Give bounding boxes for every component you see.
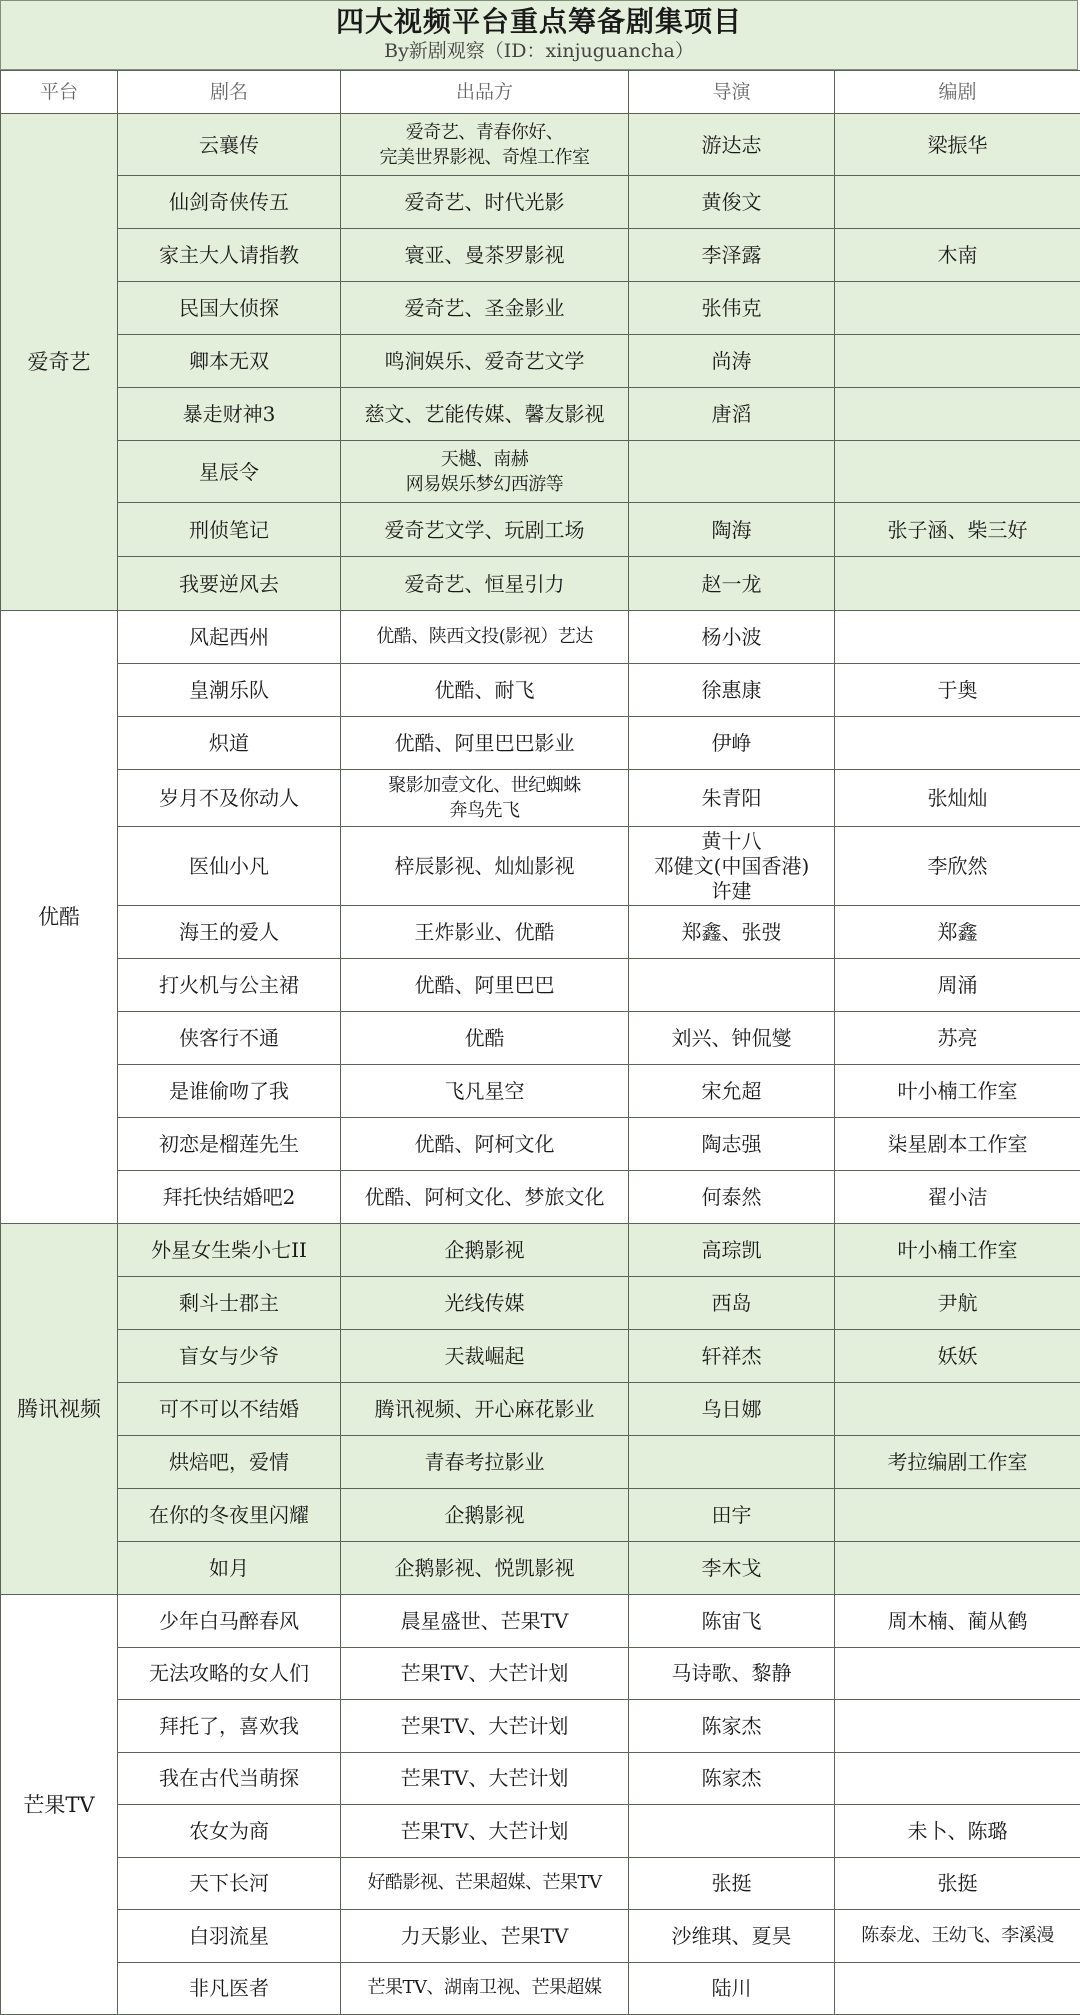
producer-cell: 企鹅影视	[341, 1224, 629, 1277]
title-cell: 烘焙吧，爱情	[118, 1436, 341, 1489]
title-cell: 少年白马醉春风	[118, 1595, 341, 1648]
table-row	[1, 1542, 1080, 1595]
table-row	[1, 1436, 1080, 1489]
producer-cell: 优酷、阿里巴巴影业	[341, 717, 629, 770]
producer-cell: 聚影加壹文化、世纪蜘蛛 奔鸟先飞	[341, 770, 629, 827]
director-cell	[629, 959, 835, 1012]
director-cell: 刘兴、钟侃燮	[629, 1012, 835, 1065]
writer-cell	[835, 1383, 1080, 1436]
producer-cell: 爱奇艺、时代光影	[341, 176, 629, 229]
writer-cell: 张灿灿	[835, 770, 1080, 827]
writer-cell	[835, 1700, 1080, 1753]
column-header-director: 导演	[629, 71, 835, 114]
director-cell: 张伟克	[629, 282, 835, 335]
table-row	[1, 1700, 1080, 1753]
table-row	[1, 1910, 1080, 1963]
producer-cell: 爱奇艺文学、玩剧工场	[341, 503, 629, 557]
table-row	[1, 1752, 1080, 1805]
title-cell: 医仙小凡	[118, 827, 341, 906]
writer-cell: 柒星剧本工作室	[835, 1118, 1080, 1171]
director-cell: 陶海	[629, 503, 835, 557]
producer-cell: 王炸影业、优酷	[341, 906, 629, 959]
table-row	[1, 388, 1080, 441]
writer-cell: 张挺	[835, 1857, 1080, 1910]
title-cell: 天下长河	[118, 1857, 341, 1910]
table-row	[1, 114, 1080, 176]
producer-cell: 力天影业、芒果TV	[341, 1910, 629, 1963]
writer-cell: 木南	[835, 229, 1080, 282]
writer-cell: 翟小洁	[835, 1171, 1080, 1224]
table-row	[1, 1012, 1080, 1065]
producer-cell: 优酷	[341, 1012, 629, 1065]
producer-cell: 优酷、耐飞	[341, 664, 629, 717]
director-cell	[629, 1805, 835, 1858]
table-row	[1, 1383, 1080, 1436]
writer-cell	[835, 557, 1080, 611]
writer-cell: 叶小楠工作室	[835, 1224, 1080, 1277]
platform-cell: 芒果TV	[1, 1595, 118, 2015]
director-cell: 郑鑫、张弢	[629, 906, 835, 959]
director-cell: 黄十八 邓健文(中国香港) 许建	[629, 827, 835, 906]
drama-table	[0, 70, 1080, 2015]
writer-cell: 周涌	[835, 959, 1080, 1012]
director-cell: 乌日娜	[629, 1383, 835, 1436]
writer-cell	[835, 282, 1080, 335]
director-cell: 田宇	[629, 1489, 835, 1542]
title-cell: 非凡医者	[118, 1962, 341, 2015]
title-cell: 炽道	[118, 717, 341, 770]
producer-cell: 芒果TV、大芒计划	[341, 1752, 629, 1805]
director-cell: 宋允超	[629, 1065, 835, 1118]
title-cell: 如月	[118, 1542, 341, 1595]
title-cell: 初恋是榴莲先生	[118, 1118, 341, 1171]
table-row	[1, 1805, 1080, 1858]
writer-cell: 张子涵、柴三好	[835, 503, 1080, 557]
title-cell: 岁月不及你动人	[118, 770, 341, 827]
producer-cell: 爱奇艺、圣金影业	[341, 282, 629, 335]
director-cell: 伊峥	[629, 717, 835, 770]
director-cell	[629, 441, 835, 503]
table-row	[1, 1118, 1080, 1171]
director-cell: 尚涛	[629, 335, 835, 388]
writer-cell	[835, 176, 1080, 229]
director-cell: 陈家杰	[629, 1700, 835, 1753]
director-cell: 游达志	[629, 114, 835, 176]
header	[0, 0, 1078, 70]
producer-cell: 飞凡星空	[341, 1065, 629, 1118]
writer-cell	[835, 1752, 1080, 1805]
table-row	[1, 959, 1080, 1012]
writer-cell: 苏亮	[835, 1012, 1080, 1065]
title-cell: 皇潮乐队	[118, 664, 341, 717]
director-cell: 何泰然	[629, 1171, 835, 1224]
producer-cell: 芒果TV、湖南卫视、芒果超媒	[341, 1962, 629, 2015]
title-cell: 外星女生柴小七II	[118, 1224, 341, 1277]
director-cell: 李木戈	[629, 1542, 835, 1595]
director-cell: 陈家杰	[629, 1752, 835, 1805]
producer-cell: 好酷影视、芒果超媒、芒果TV	[341, 1857, 629, 1910]
title-cell: 云襄传	[118, 114, 341, 176]
writer-cell	[835, 335, 1080, 388]
title-cell: 风起西州	[118, 611, 341, 664]
writer-cell: 李欣然	[835, 827, 1080, 906]
page-subtitle: By新剧观察（ID：xinjuguancha）	[1, 39, 1077, 63]
writer-cell	[835, 441, 1080, 503]
table-row	[1, 1277, 1080, 1330]
director-cell: 朱青阳	[629, 770, 835, 827]
producer-cell: 企鹅影视、悦凯影视	[341, 1542, 629, 1595]
producer-cell: 鸣涧娱乐、爱奇艺文学	[341, 335, 629, 388]
table-row	[1, 1595, 1080, 1648]
producer-cell: 优酷、阿柯文化、梦旅文化	[341, 1171, 629, 1224]
writer-cell: 郑鑫	[835, 906, 1080, 959]
table-header-row	[1, 71, 1080, 114]
writer-cell: 梁振华	[835, 114, 1080, 176]
director-cell: 马诗歌、黎静	[629, 1647, 835, 1700]
title-cell: 暴走财神3	[118, 388, 341, 441]
writer-cell	[835, 1542, 1080, 1595]
producer-cell: 芒果TV、大芒计划	[341, 1647, 629, 1700]
director-cell: 陆川	[629, 1962, 835, 2015]
title-cell: 打火机与公主裙	[118, 959, 341, 1012]
producer-cell: 爱奇艺、恒星引力	[341, 557, 629, 611]
column-header-producer: 出品方	[341, 71, 629, 114]
title-cell: 无法攻略的女人们	[118, 1647, 341, 1700]
table-row	[1, 1171, 1080, 1224]
table-row	[1, 827, 1080, 906]
writer-cell	[835, 1489, 1080, 1542]
director-cell: 西岛	[629, 1277, 835, 1330]
title-cell: 拜托了，喜欢我	[118, 1700, 341, 1753]
writer-cell	[835, 1647, 1080, 1700]
title-cell: 星辰令	[118, 441, 341, 503]
column-header-platform: 平台	[1, 71, 118, 114]
director-cell: 陈宙飞	[629, 1595, 835, 1648]
column-header-writer: 编剧	[835, 71, 1080, 114]
table-row	[1, 717, 1080, 770]
producer-cell: 寰亚、曼茶罗影视	[341, 229, 629, 282]
producer-cell: 慈文、艺能传媒、馨友影视	[341, 388, 629, 441]
writer-cell: 考拉编剧工作室	[835, 1436, 1080, 1489]
producer-cell: 光线传媒	[341, 1277, 629, 1330]
producer-cell: 优酷、陕西文投(影视）艺达	[341, 611, 629, 664]
director-cell: 陶志强	[629, 1118, 835, 1171]
writer-cell: 妖妖	[835, 1330, 1080, 1383]
title-cell: 我在古代当萌探	[118, 1752, 341, 1805]
title-cell: 海王的爱人	[118, 906, 341, 959]
title-cell: 民国大侦探	[118, 282, 341, 335]
director-cell: 黄俊文	[629, 176, 835, 229]
director-cell: 高琮凯	[629, 1224, 835, 1277]
page-title: 四大视频平台重点筹备剧集项目	[1, 1, 1077, 39]
title-cell: 家主大人请指教	[118, 229, 341, 282]
table-row	[1, 441, 1080, 503]
producer-cell: 优酷、阿柯文化	[341, 1118, 629, 1171]
title-cell: 我要逆风去	[118, 557, 341, 611]
title-cell: 剩斗士郡主	[118, 1277, 341, 1330]
table-row	[1, 557, 1080, 611]
platform-cell: 爱奇艺	[1, 114, 118, 611]
table-row	[1, 770, 1080, 827]
title-cell: 拜托快结婚吧2	[118, 1171, 341, 1224]
director-cell	[629, 1436, 835, 1489]
writer-cell: 未卜、陈璐	[835, 1805, 1080, 1858]
director-cell: 沙维琪、夏昊	[629, 1910, 835, 1963]
title-cell: 卿本无双	[118, 335, 341, 388]
writer-cell	[835, 611, 1080, 664]
producer-cell: 梓辰影视、灿灿影视	[341, 827, 629, 906]
table-row	[1, 282, 1080, 335]
title-cell: 农女为商	[118, 1805, 341, 1858]
writer-cell: 叶小楠工作室	[835, 1065, 1080, 1118]
table-row	[1, 906, 1080, 959]
director-cell: 张挺	[629, 1857, 835, 1910]
table-row	[1, 611, 1080, 664]
table-row	[1, 229, 1080, 282]
table-row	[1, 1065, 1080, 1118]
producer-cell: 爱奇艺、青春你好、 完美世界影视、奇煌工作室	[341, 114, 629, 176]
table-row	[1, 1647, 1080, 1700]
producer-cell: 晨星盛世、芒果TV	[341, 1595, 629, 1648]
title-cell: 可不可以不结婚	[118, 1383, 341, 1436]
producer-cell: 天裁崛起	[341, 1330, 629, 1383]
writer-cell: 于奥	[835, 664, 1080, 717]
writer-cell	[835, 1962, 1080, 2015]
producer-cell: 优酷、阿里巴巴	[341, 959, 629, 1012]
platform-cell: 优酷	[1, 611, 118, 1224]
table-row	[1, 335, 1080, 388]
column-header-title: 剧名	[118, 71, 341, 114]
director-cell: 杨小波	[629, 611, 835, 664]
director-cell: 李泽露	[629, 229, 835, 282]
title-cell: 白羽流星	[118, 1910, 341, 1963]
table-row	[1, 1330, 1080, 1383]
writer-cell	[835, 717, 1080, 770]
table-row	[1, 1489, 1080, 1542]
director-cell: 轩祥杰	[629, 1330, 835, 1383]
title-cell: 是谁偷吻了我	[118, 1065, 341, 1118]
table-row	[1, 1857, 1080, 1910]
producer-cell: 天樾、南赫 网易娱乐梦幻西游等	[341, 441, 629, 503]
director-cell: 徐惠康	[629, 664, 835, 717]
table-row	[1, 664, 1080, 717]
table-row	[1, 1962, 1080, 2015]
writer-cell: 周木楠、蔺从鹤	[835, 1595, 1080, 1648]
producer-cell: 青春考拉影业	[341, 1436, 629, 1489]
title-cell: 仙剑奇侠传五	[118, 176, 341, 229]
producer-cell: 腾讯视频、开心麻花影业	[341, 1383, 629, 1436]
table-row	[1, 503, 1080, 557]
title-cell: 刑侦笔记	[118, 503, 341, 557]
table-row	[1, 1224, 1080, 1277]
title-cell: 盲女与少爷	[118, 1330, 341, 1383]
writer-cell	[835, 388, 1080, 441]
director-cell: 赵一龙	[629, 557, 835, 611]
producer-cell: 企鹅影视	[341, 1489, 629, 1542]
platform-cell: 腾讯视频	[1, 1224, 118, 1595]
title-cell: 侠客行不通	[118, 1012, 341, 1065]
producer-cell: 芒果TV、大芒计划	[341, 1805, 629, 1858]
writer-cell: 陈泰龙、王幼飞、李溪漫	[835, 1910, 1080, 1963]
table-row	[1, 176, 1080, 229]
writer-cell: 尹航	[835, 1277, 1080, 1330]
title-cell: 在你的冬夜里闪耀	[118, 1489, 341, 1542]
producer-cell: 芒果TV、大芒计划	[341, 1700, 629, 1753]
director-cell: 唐滔	[629, 388, 835, 441]
